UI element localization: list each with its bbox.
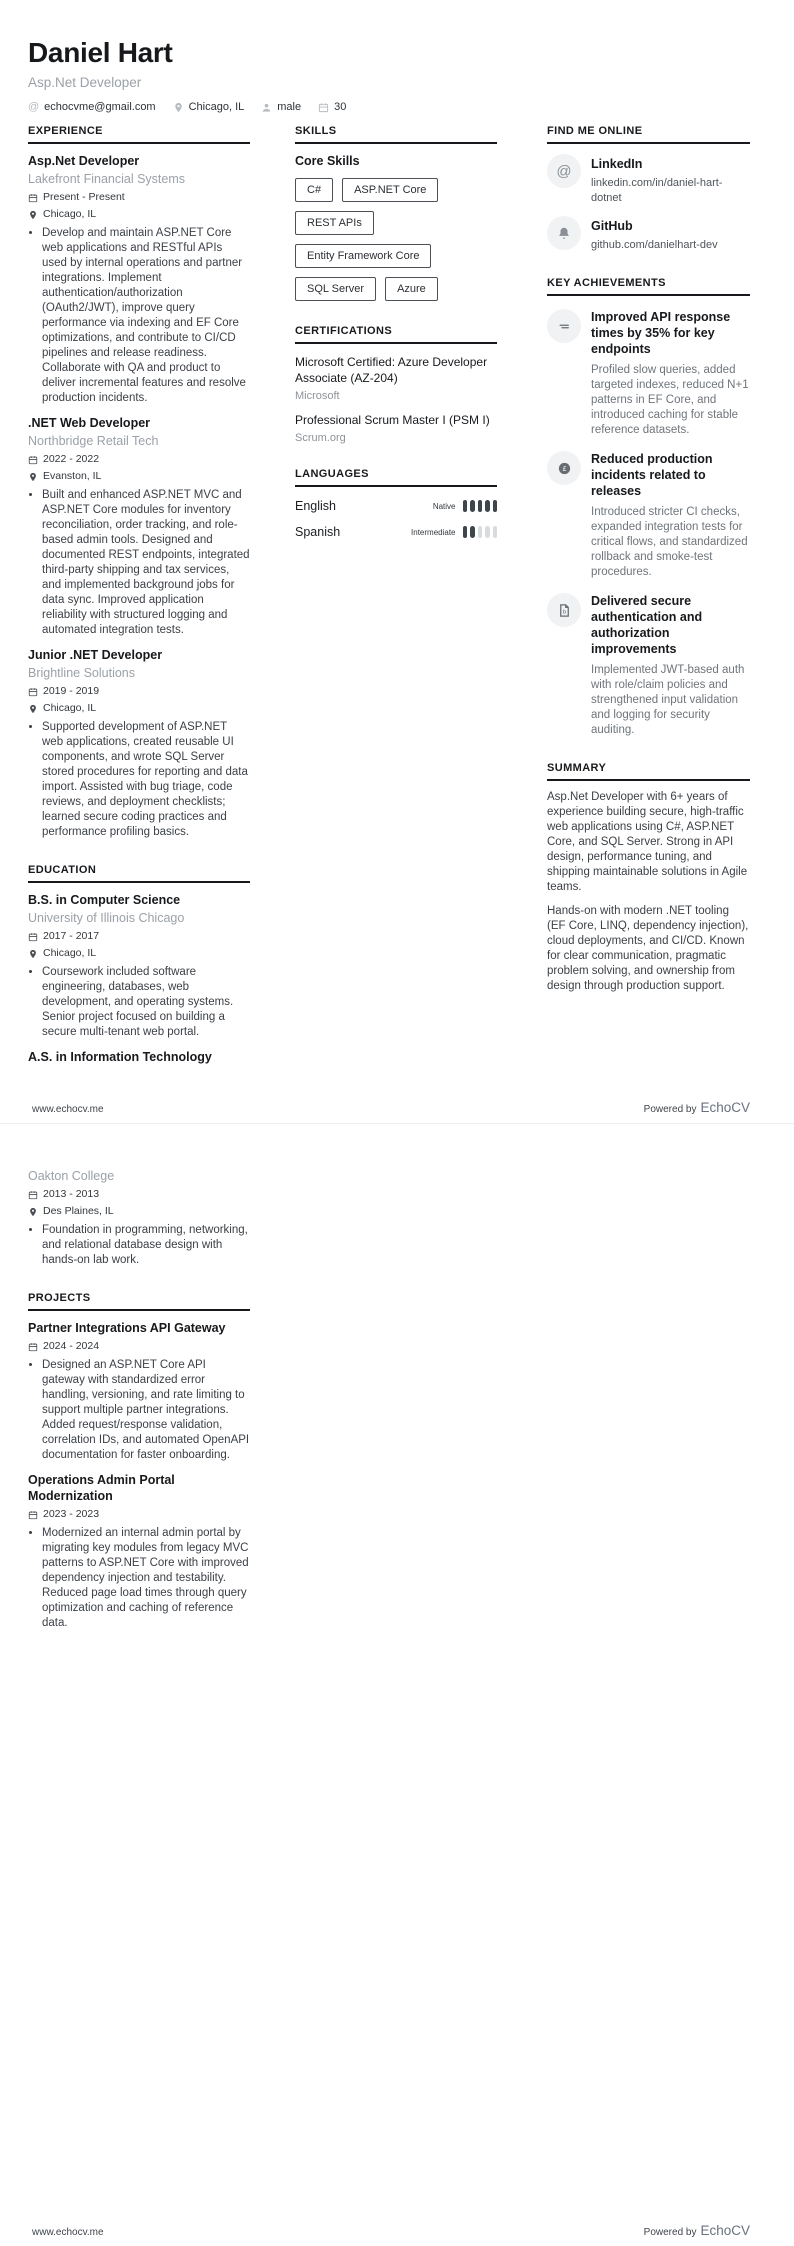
resume-header xyxy=(28,38,750,113)
level-bar xyxy=(478,500,483,512)
skill-chip: SQL Server xyxy=(295,277,376,301)
profile-url[interactable]: linkedin.com/in/daniel-hart-dotnet xyxy=(591,177,723,204)
contact-row xyxy=(28,101,750,113)
coin-icon xyxy=(547,451,581,485)
calendar-icon xyxy=(28,687,38,697)
contact-gender: male xyxy=(261,101,301,113)
education-bullet: • Coursework included software engineering, databases, web development, and operating systems. Senior project focused on building a secure multi-tenant web portal. xyxy=(42,965,250,1040)
job-title: Asp.Net Developer xyxy=(28,154,140,168)
achievement-description: Introduced stricter CI checks, expanded integration tests for critical flows, and standardized rollback and smoke-test procedures. xyxy=(591,506,748,578)
list-lines-icon xyxy=(547,309,581,343)
education-entry xyxy=(28,1049,250,1065)
section-heading-key-achievements: KEY ACHIEVEMENTS xyxy=(547,277,750,296)
profile-url[interactable]: github.com/danielhart-dev xyxy=(591,239,718,251)
contact-age: 30 xyxy=(318,101,346,113)
footer-site-link[interactable]: www.echocv.me xyxy=(32,2227,104,2238)
language-level-label: Native xyxy=(432,501,456,511)
skills-section xyxy=(295,125,497,301)
location-pin-icon xyxy=(28,949,38,959)
degree-title: A.S. in Information Technology xyxy=(28,1050,212,1064)
language-level-bars xyxy=(463,526,498,538)
contact-email[interactable]: @ echocvme@gmail.com xyxy=(28,101,156,113)
middle-column xyxy=(295,125,497,539)
certification-entry xyxy=(295,354,497,402)
job-bullets xyxy=(28,226,250,406)
education-dates: 2013 - 2013 xyxy=(28,1188,250,1201)
language-level-label: Intermediate xyxy=(411,527,456,537)
projects-section xyxy=(28,1292,250,1631)
project-entry xyxy=(28,1320,250,1463)
job-location: Chicago, IL xyxy=(28,702,250,715)
experience-entry xyxy=(28,415,250,638)
project-bullets xyxy=(28,1526,250,1631)
experience-entry xyxy=(28,647,250,840)
calendar-icon xyxy=(28,455,38,465)
svg-text:£: £ xyxy=(561,464,567,473)
location-pin-icon xyxy=(28,704,38,714)
section-heading-education: EDUCATION xyxy=(28,864,250,883)
job-company: Lakefront Financial Systems xyxy=(28,172,186,186)
email-icon: @ xyxy=(28,101,40,113)
project-dates: 2024 - 2024 xyxy=(28,1340,250,1353)
languages-section xyxy=(295,468,497,539)
powered-by-label: Powered by xyxy=(643,2227,697,2238)
level-bar xyxy=(485,500,490,512)
school-name: Oakton College xyxy=(28,1169,115,1183)
skills-group-label: Core Skills xyxy=(295,154,360,168)
job-dates: Present - Present xyxy=(28,191,250,204)
calendar-icon xyxy=(28,1510,38,1520)
section-heading-certifications: CERTIFICATIONS xyxy=(295,325,497,344)
linkedin-icon: @ xyxy=(547,154,581,188)
section-heading-skills: SKILLS xyxy=(295,125,497,144)
page-footer xyxy=(32,2223,750,2238)
document-icon xyxy=(547,593,581,627)
echocv-brand-link[interactable]: EchoCV xyxy=(700,2223,750,2238)
profile-label: LinkedIn xyxy=(591,157,643,171)
job-title: .NET Web Developer xyxy=(28,416,151,430)
project-dates: 2023 - 2023 xyxy=(28,1508,250,1521)
education-continuation xyxy=(28,1169,250,1268)
skill-chip: REST APIs xyxy=(295,211,374,235)
section-heading-summary: SUMMARY xyxy=(547,762,750,781)
page-footer xyxy=(32,1100,750,1115)
summary-section xyxy=(547,762,750,994)
achievement-description: Profiled slow queries, added targeted indexes, reduced N+1 patterns in EF Core, and introduced caching for stable reference datasets. xyxy=(591,364,749,436)
achievement-title: Improved API response times by 35% for key endpoints xyxy=(591,310,731,356)
certification-name: Microsoft Certified: Azure Developer Associate (AZ-204) xyxy=(295,355,488,385)
education-entry xyxy=(28,892,250,1040)
language-level-bars xyxy=(463,500,498,512)
certification-name: Professional Scrum Master I (PSM I) xyxy=(295,413,490,427)
school-name: University of Illinois Chicago xyxy=(28,911,185,925)
project-bullets xyxy=(28,1358,250,1463)
calendar-icon xyxy=(28,1342,38,1352)
education-bullets xyxy=(28,965,250,1040)
footer-site-link[interactable]: www.echocv.me xyxy=(32,1104,104,1115)
skills-chip-list xyxy=(295,178,497,301)
certification-issuer: Microsoft xyxy=(295,390,340,402)
echocv-brand-link[interactable]: EchoCV xyxy=(700,1100,750,1115)
candidate-title: Asp.Net Developer xyxy=(28,75,142,90)
location-pin-icon xyxy=(28,210,38,220)
achievement-entry xyxy=(547,593,750,738)
key-achievements-section xyxy=(547,277,750,738)
level-bar xyxy=(493,526,498,538)
language-row xyxy=(295,499,497,513)
language-row xyxy=(295,525,497,539)
skill-chip: Azure xyxy=(385,277,438,301)
education-bullets xyxy=(28,1223,250,1268)
candidate-name: Daniel Hart xyxy=(28,37,173,68)
calendar-icon xyxy=(28,193,38,203)
calendar-icon xyxy=(28,932,38,942)
experience-section xyxy=(28,125,250,840)
education-entry-continued xyxy=(28,1169,250,1268)
education-section xyxy=(28,864,250,1065)
achievement-entry xyxy=(547,451,750,580)
profile-row-linkedin[interactable] xyxy=(547,154,750,206)
job-bullets xyxy=(28,720,250,840)
education-location: Des Plaines, IL xyxy=(28,1205,250,1218)
location-pin-icon xyxy=(28,1207,38,1217)
project-title: Operations Admin Portal Modernization xyxy=(28,1473,175,1503)
left-column xyxy=(28,125,250,1065)
section-heading-languages: LANGUAGES xyxy=(295,468,497,487)
job-company: Northbridge Retail Tech xyxy=(28,434,159,448)
achievement-title: Delivered secure authentication and authorization improvements xyxy=(591,594,703,656)
skill-chip: Entity Framework Core xyxy=(295,244,431,268)
profile-label: GitHub xyxy=(591,219,633,233)
achievement-entry xyxy=(547,309,750,438)
level-bar xyxy=(470,526,475,538)
level-bar xyxy=(485,526,490,538)
job-location: Chicago, IL xyxy=(28,208,250,221)
contact-location: Chicago, IL xyxy=(173,101,245,113)
level-bar xyxy=(463,500,468,512)
summary-paragraph: Asp.Net Developer with 6+ years of experience building secure, high-traffic web applications using C#, ASP.NET Core, and SQL Server. Strong in API design, performance tuning, and shipping maintainable solutions in Agile teams. xyxy=(547,791,748,893)
calendar-icon xyxy=(318,102,329,113)
achievement-title: Reduced production incidents related to releases xyxy=(591,452,713,498)
project-entry xyxy=(28,1472,250,1631)
education-bullet: • Foundation in programming, networking, and relational database design with hands-on lab work. xyxy=(42,1223,250,1268)
project-title: Partner Integrations API Gateway xyxy=(28,1321,226,1335)
job-dates: 2022 - 2022 xyxy=(28,453,250,466)
skill-chip: C# xyxy=(295,178,333,202)
summary-paragraph: Hands-on with modern .NET tooling (EF Core, LINQ, dependency injection), cloud deployments, and CI/CD. Known for clear communication, pragmatic problem solving, and ownership from design through production support. xyxy=(547,905,749,992)
powered-by-label: Powered by xyxy=(643,1104,697,1115)
job-title: Junior .NET Developer xyxy=(28,648,163,662)
section-heading-experience: EXPERIENCE xyxy=(28,125,250,144)
language-name: English xyxy=(295,499,336,513)
experience-entry xyxy=(28,153,250,406)
right-column xyxy=(547,125,750,994)
certifications-section xyxy=(295,325,497,444)
job-bullet: • Supported development of ASP.NET web applications, created reusable UI components, and wrote SQL Server stored procedures for reporting and data import. Assisted with bug triage, code reviews, and deployment checklists; learned secure coding practices and performance profiling basics. xyxy=(42,720,250,840)
section-heading-find-me-online: FIND ME ONLINE xyxy=(547,125,750,144)
location-pin-icon xyxy=(28,472,38,482)
level-bar xyxy=(478,526,483,538)
job-bullet: • Built and enhanced ASP.NET MVC and ASP.NET Core modules for inventory reconciliation, order tracking, and role-based admin tools. Designed and documented REST endpoints, integrated third-party shipping and tax services, and implemented background jobs for data sync. Improved application reliability with structured logging and automated integration tests. xyxy=(42,488,250,638)
github-icon xyxy=(547,216,581,250)
skill-chip: ASP.NET Core xyxy=(342,178,438,202)
education-location: Chicago, IL xyxy=(28,947,250,960)
project-bullet: • Modernized an internal admin portal by migrating key modules from legacy MVC patterns to ASP.NET Core with improved dependency injection and testability. Reduced page load times through query optimization and caching of reference data. xyxy=(42,1526,250,1631)
project-bullet: • Designed an ASP.NET Core API gateway with standardized error handling, versioning, and rate limiting to support multiple partner integrations. Added request/response validation, correlation IDs, and automated OpenAPI documentation for faster onboarding. xyxy=(42,1358,250,1463)
resume-page-2 xyxy=(0,1123,794,2246)
job-company: Brightline Solutions xyxy=(28,666,136,680)
profile-row-github[interactable] xyxy=(547,216,750,253)
calendar-icon xyxy=(28,1190,38,1200)
job-location: Evanston, IL xyxy=(28,470,250,483)
job-bullet: • Develop and maintain ASP.NET Core web applications and RESTful APIs used by internal operations and partner integrations. Implement authentication/authorization (OAuth2/JWT), improve query performance via indexing and EF Core optimizations, and contribute to CI/CD pipelines and release readiness. Collaborate with QA and product to deliver incremental features and resolve production incidents. xyxy=(42,226,250,406)
certification-entry xyxy=(295,412,497,444)
degree-title: B.S. in Computer Science xyxy=(28,893,181,907)
language-name: Spanish xyxy=(295,525,341,539)
section-heading-projects: PROJECTS xyxy=(28,1292,250,1311)
svg-text:b: b xyxy=(562,609,566,616)
education-dates: 2017 - 2017 xyxy=(28,930,250,943)
certification-issuer: Scrum.org xyxy=(295,432,346,444)
job-dates: 2019 - 2019 xyxy=(28,685,250,698)
achievement-description: Implemented JWT-based auth with role/claim policies and strengthened input validation and logging for security auditing. xyxy=(591,664,745,736)
level-bar xyxy=(493,500,498,512)
level-bar xyxy=(463,526,468,538)
find-me-online-section xyxy=(547,125,750,253)
left-column-page-2 xyxy=(28,1169,250,1631)
location-icon xyxy=(173,102,184,113)
person-icon xyxy=(261,102,272,113)
level-bar xyxy=(470,500,475,512)
job-bullets xyxy=(28,488,250,638)
